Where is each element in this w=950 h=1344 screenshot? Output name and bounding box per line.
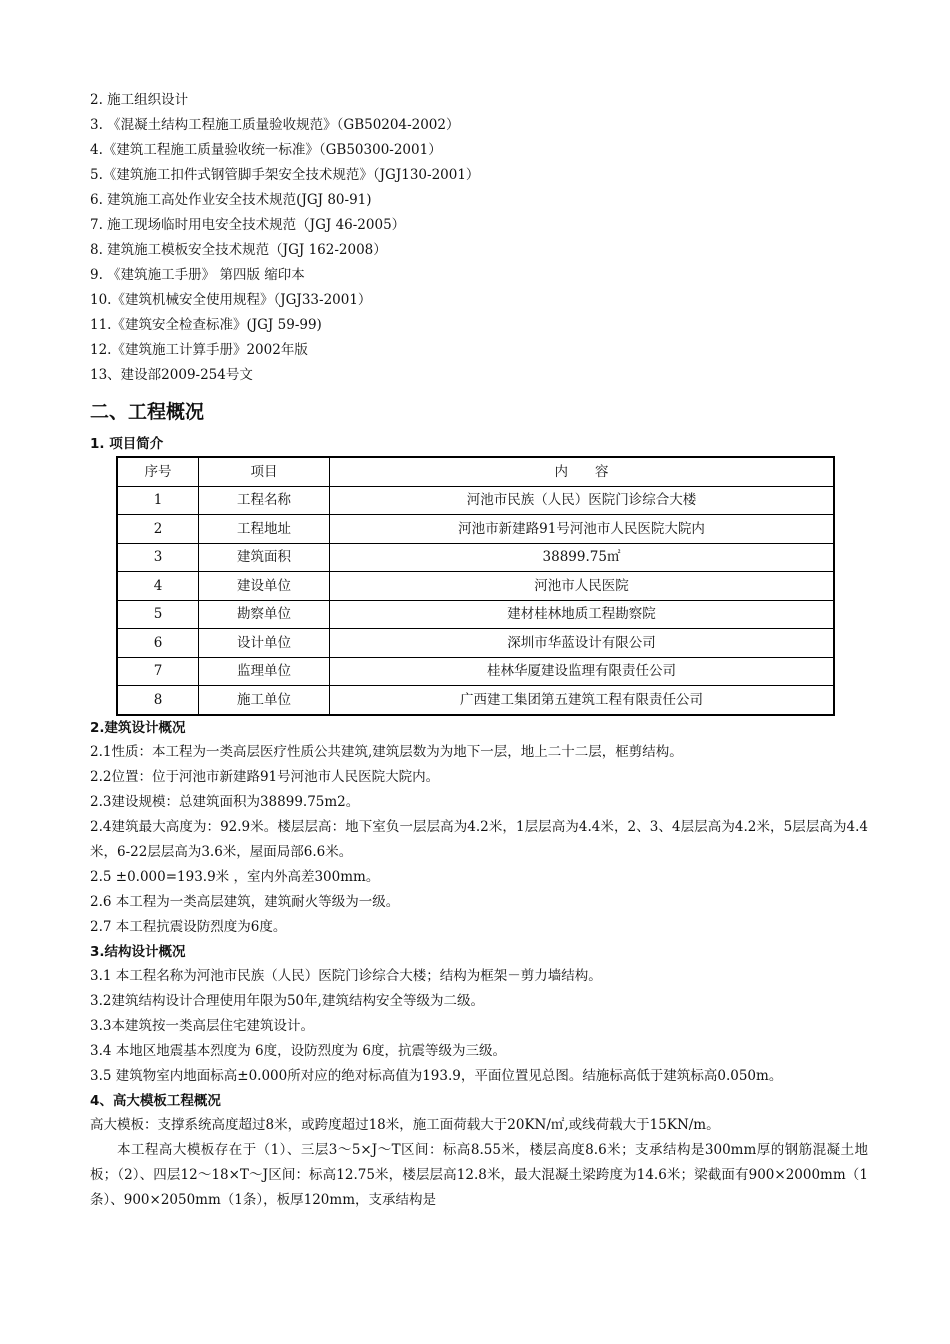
cell-content: 广西建工集团第五建筑工程有限责任公司 xyxy=(330,686,835,715)
cell-index: 5 xyxy=(117,600,199,629)
reference-item: 3. 《混凝土结构工程施工质量验收规范》（GB50204-2002） xyxy=(90,117,460,133)
cell-item: 监理单位 xyxy=(199,657,330,686)
cell-item: 设计单位 xyxy=(199,629,330,658)
cell-item: 建筑面积 xyxy=(199,543,330,572)
table-row xyxy=(117,572,834,601)
cell-item: 勘察单位 xyxy=(199,600,330,629)
cell-index: 3 xyxy=(117,543,199,572)
header-cell-content: 内 容 xyxy=(330,457,835,486)
reference-item: 5.《建筑施工扣件式钢管脚手架安全技术规范》（JGJ130-2001） xyxy=(90,167,480,183)
table-row xyxy=(117,629,834,658)
reference-item: 4.《建筑工程施工质量验收统一标准》（GB50300-2001） xyxy=(90,142,442,158)
struct-paragraph: 3.5 建筑物室内地面标高±0.000所对应的绝对标高值为193.9，平面位置见总图。结施标高低于建筑标高0.050m。 xyxy=(90,1067,783,1084)
cell-index: 7 xyxy=(117,657,199,686)
cell-index: 2 xyxy=(117,515,199,544)
reference-item: 13、建设部2009-254号文 xyxy=(90,367,253,383)
table-header-row xyxy=(117,457,834,486)
cell-content: 河池市新建路91号河池市人民医院大院内 xyxy=(330,515,835,544)
arch-paragraph: 2.2位置：位于河池市新建路91号河池市人民医院大院内。 xyxy=(90,768,440,785)
table-row xyxy=(117,486,834,515)
cell-content: 38899.75㎡ xyxy=(330,543,835,572)
table-row xyxy=(117,515,834,544)
arch-paragraph: 2.3建设规模：总建筑面积为38899.75m2。 xyxy=(90,793,360,810)
table-row xyxy=(117,657,834,686)
subsection-title-project-intro: 1. 项目简介 xyxy=(90,436,164,452)
reference-item: 11.《建筑安全检查标准》(JGJ 59-99) xyxy=(90,317,322,333)
reference-item: 12.《建筑施工计算手册》2002年版 xyxy=(90,342,308,358)
cell-index: 6 xyxy=(117,629,199,658)
reference-item: 10.《建筑机械安全使用规程》（JGJ33-2001） xyxy=(90,292,372,308)
cell-item: 施工单位 xyxy=(199,686,330,715)
subsection-title-architecture: 2.建筑设计概况 xyxy=(90,719,186,736)
reference-item: 9. 《建筑施工手册》 第四版 缩印本 xyxy=(90,267,305,283)
table-row xyxy=(117,686,834,715)
reference-list xyxy=(90,88,868,388)
cell-content: 河池市人民医院 xyxy=(330,572,835,601)
header-cell-index: 序号 xyxy=(117,457,199,486)
reference-item: 8. 建筑施工模板安全技术规范（JGJ 162-2008） xyxy=(90,242,387,258)
cell-item: 工程地址 xyxy=(199,515,330,544)
subsection-title-structure: 3.结构设计概况 xyxy=(90,943,186,960)
project-info-table xyxy=(116,456,835,716)
arch-paragraph: 2.4建筑最大高度为：92.9米。楼层层高：地下室负一层层高为4.2米，1层层高为4.4米，2、3、4层层高为4.2米，5层层高为4.4米，6-22层层高为3.6米，屋面局部6.6米。 xyxy=(90,818,868,860)
cell-index: 4 xyxy=(117,572,199,601)
table-row xyxy=(117,600,834,629)
reference-item: 7. 施工现场临时用电安全技术规范（JGJ 46-2005） xyxy=(90,217,406,233)
reference-item: 6. 建筑施工高处作业安全技术规范(JGJ 80-91) xyxy=(90,192,372,208)
arch-paragraph: 2.7 本工程抗震设防烈度为6度。 xyxy=(90,918,287,935)
cell-content: 河池市民族（人民）医院门诊综合大楼 xyxy=(330,486,835,515)
subsection-title-formwork: 4、高大模板工程概况 xyxy=(90,1092,221,1109)
cell-content: 桂林华厦建设监理有限责任公司 xyxy=(330,657,835,686)
cell-content: 建材桂林地质工程勘察院 xyxy=(330,600,835,629)
cell-item: 建设单位 xyxy=(199,572,330,601)
arch-paragraph: 2.5 ±0.000=193.9米 ，室内外高差300mm。 xyxy=(90,868,380,885)
struct-paragraph: 3.1 本工程名称为河池市民族（人民）医院门诊综合大楼；结构为框架－剪力墙结构。 xyxy=(90,967,602,984)
struct-paragraph: 3.2建筑结构设计合理使用年限为50年,建筑结构安全等级为二级。 xyxy=(90,992,484,1009)
table-row xyxy=(117,543,834,572)
section-title-project-overview: 二、工程概况 xyxy=(90,401,205,423)
cell-content: 深圳市华蓝设计有限公司 xyxy=(330,629,835,658)
reference-item: 2. 施工组织设计 xyxy=(90,92,189,108)
formwork-paragraph: 高大模板：支撑系统高度超过8米，或跨度超过18米，施工面荷载大于20KN/㎡,或线荷载大于15KN/m。 xyxy=(90,1116,720,1133)
arch-paragraph: 2.1性质：本工程为一类高层医疗性质公共建筑,建筑层数为为地下一层，地上二十二层，框剪结构。 xyxy=(90,743,683,760)
formwork-paragraph: 本工程高大模板存在于（1）、三层3～5×J～T区间：标高8.55米，楼层高度8.6米；支承结构是300mm厚的钢筋混凝土地板；（2）、四层12～18×T～J区间：标高12.75米，楼层层高12.8米，最大混凝土梁跨度为14.6米；梁截面有900×2000mm（1条）、900×2050mm（1条），板厚120mm，支承结构是 xyxy=(90,1141,868,1208)
cell-index: 1 xyxy=(117,486,199,515)
cell-item: 工程名称 xyxy=(199,486,330,515)
struct-paragraph: 3.3本建筑按一类高层住宅建筑设计。 xyxy=(90,1017,314,1034)
header-cell-item: 项目 xyxy=(199,457,330,486)
cell-index: 8 xyxy=(117,686,199,715)
struct-paragraph: 3.4 本地区地震基本烈度为 6度，设防烈度为 6度，抗震等级为三级。 xyxy=(90,1042,507,1059)
arch-paragraph: 2.6 本工程为一类高层建筑，建筑耐火等级为一级。 xyxy=(90,893,400,910)
document-page xyxy=(90,88,868,1213)
